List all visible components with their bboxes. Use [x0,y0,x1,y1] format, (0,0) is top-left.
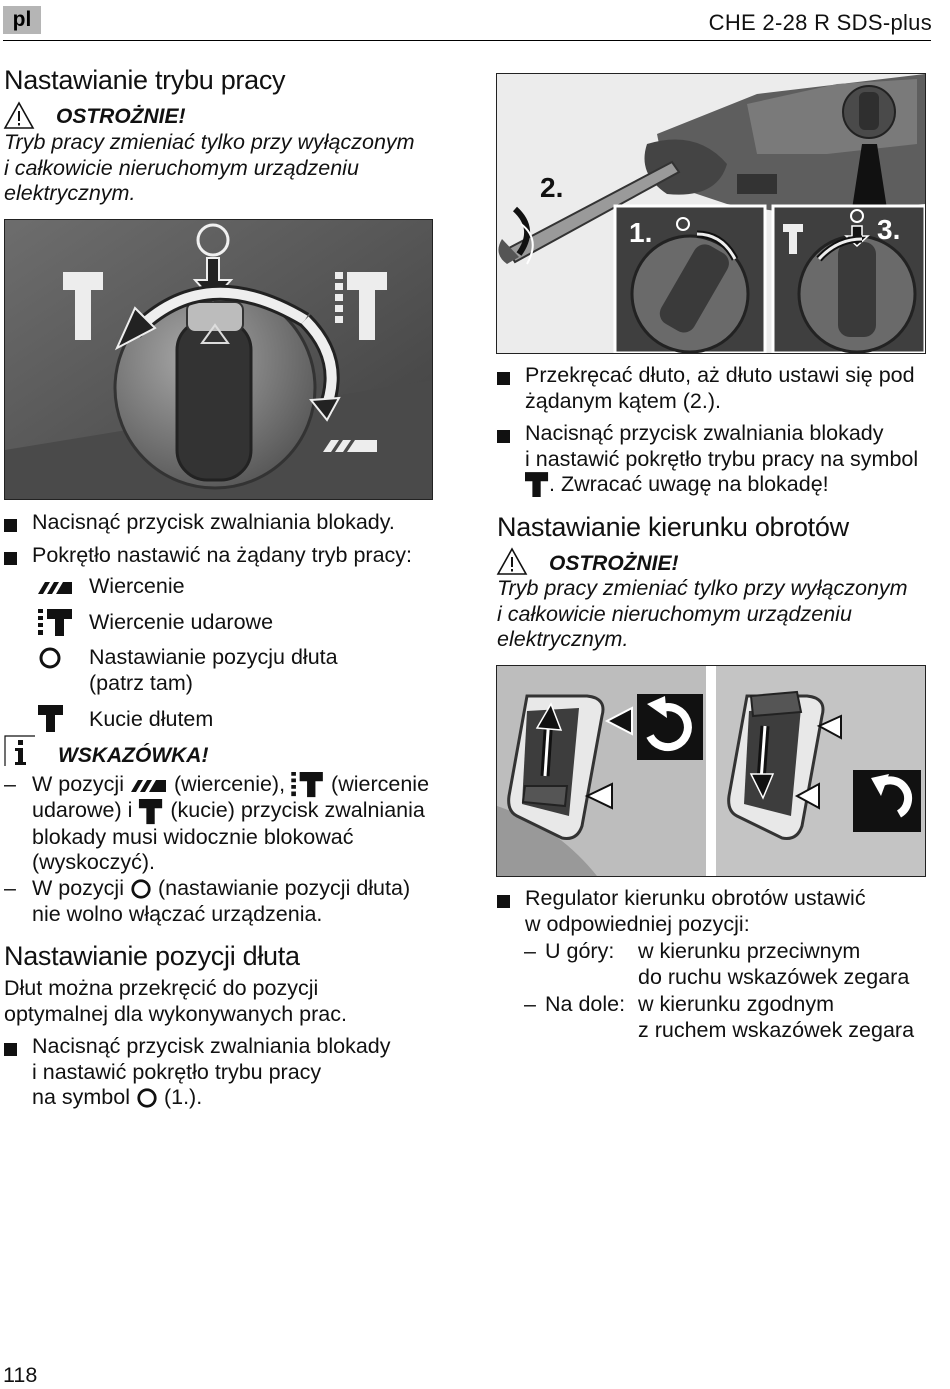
language-badge: pl [3,6,41,34]
note-item-1: – W pozycji (wiercenie), (wiercenie udarowe) i (kucie) przycisk zwalniania blokady musi widocznie blokować (wyskoczyć). [4,772,430,875]
list-item: Nacisnąć przycisk zwalniania blokady i nastawić pokrętło trybu pracy na symbol . Zwracać uwagę na blokadę! [497,421,918,498]
list-item: Regulator kierunku obrotów ustawić w odpowiedniej pozycji: [497,886,866,937]
chisel-position-text: Dłut można przekręcić do pozycji optymalnej dla wykonywanych prac. [4,976,347,1026]
caution-label: OSTROŻNIE! [56,105,186,128]
chisel-mode-icon [138,799,164,825]
figure-step-label: 2. [540,172,564,203]
note-label: WSKAZÓWKA! [58,744,209,767]
caution-text: Tryb pracy zmieniać tylko przy wyłączonym i całkowicie nieruchomym urządzeniu elektrycznym. [4,130,415,205]
list-item: Nacisnąć przycisk zwalniania blokady i nastawić pokrętło trybu pracy na symbol (1.). [4,1034,391,1111]
caution-text: Tryb pracy zmieniać tylko przy wyłączonym i całkowicie nieruchomym urządzeniu elektrycznym. [497,576,908,651]
figure-step-label: 3. [877,214,901,245]
model-name: CHE 2-28 R SDS-plus [708,10,932,35]
drill-mode-icon [130,776,168,794]
info-icon [3,734,37,768]
section-title-chisel-position: Nastawianie pozycji dłuta [4,941,300,971]
list-item: Pokrętło nastawić na żądany tryb pracy: [4,543,412,569]
figure-step-label: 1. [629,217,653,248]
mode-chiselling: Kucie dłutem [89,707,214,731]
hammer-drill-mode-icon [38,609,74,637]
warning-triangle-icon [3,101,35,130]
chisel-mode-icon [38,705,64,733]
hammer-drill-mode-icon [291,772,325,798]
list-item: Nacisnąć przycisk zwalniania blokady. [4,510,395,536]
mode-dial-photo [4,219,433,500]
list-item: Przekręcać dłuto, aż dłuto ustawi się pod żądanym kątem (2.). [497,363,915,414]
section-title-rotation-direction: Nastawianie kierunku obrotów [497,512,849,542]
header-rule [3,40,931,41]
warning-triangle-icon [496,547,528,576]
chisel-position-icon [130,878,152,900]
rotation-switch-photo [496,665,926,877]
chisel-mode-icon [525,472,549,498]
mode-chisel-position: Nastawianie pozycju dłuta (patrz tam) [89,645,338,695]
chisel-rotation-photo [496,73,926,354]
section-title-operating-mode: Nastawianie trybu pracy [4,65,286,95]
note-item-2: – W pozycji (nastawianie pozycji dłuta) nie wolno włączać urządzenia. [4,876,411,926]
mode-drilling: Wiercenie [89,574,185,598]
chisel-position-icon [38,646,62,670]
page-number: 118 [3,1363,38,1387]
chisel-position-icon [136,1087,158,1109]
drill-mode-icon [38,578,74,596]
caution-label: OSTROŻNIE! [549,552,679,575]
mode-hammer-drilling: Wiercenie udarowe [89,610,274,634]
